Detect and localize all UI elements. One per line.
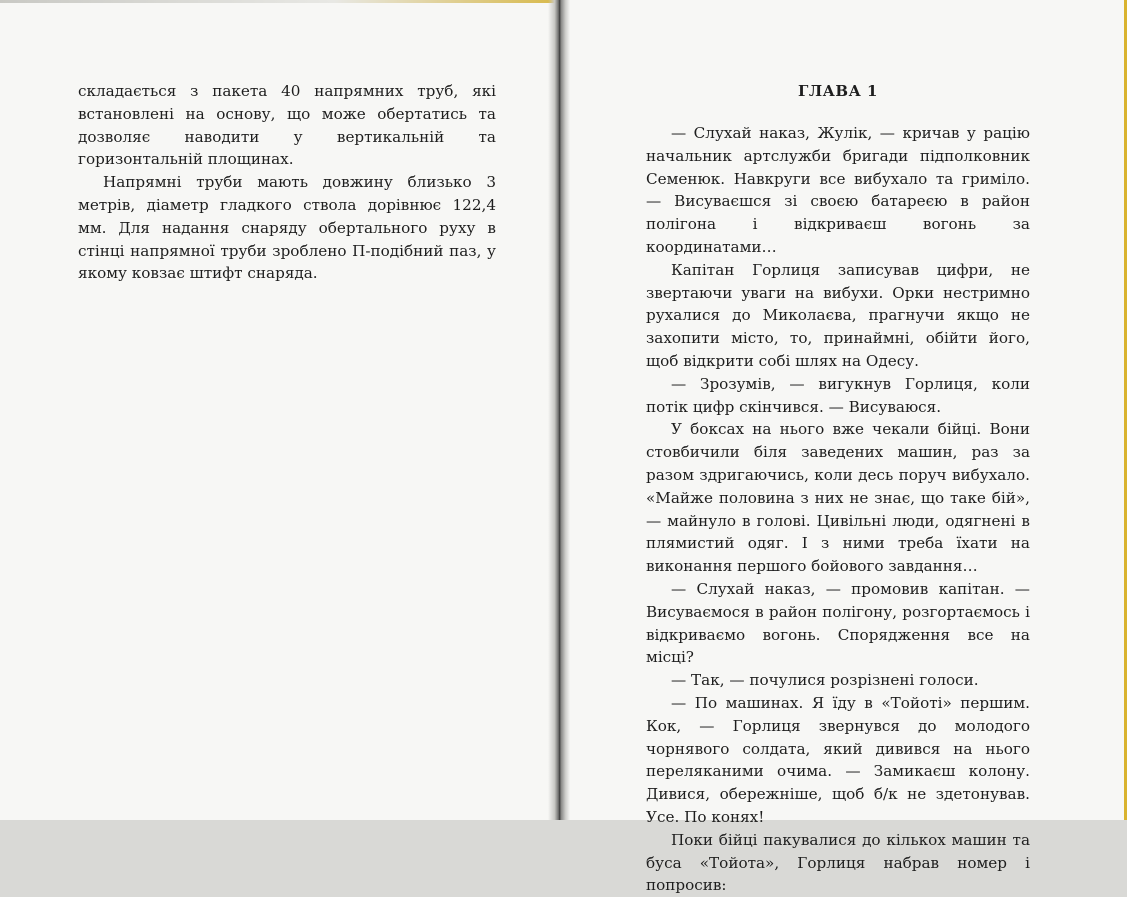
paragraph: — Слухай наказ, — промовив капітан. — Висуваємося в район полігону, розгортаємось і відкриваємо вогонь. Спорядження все на місці? bbox=[646, 579, 1030, 667]
paragraph: Напрямні труби мають довжину близько 3 метрів, діаметр гладкого ствола дорівнює 122,4 мм. Для надання снаряду обертального руху в стінці напрямної труби зроблено П-подібний паз, у якому ковзає штифт снаряда. bbox=[78, 173, 496, 283]
paragraph: — По машинах. Я їду в «Тойоті» першим. Кок, — Горлиця звернувся до молодого чорнявого солдата, який дивився на нього переляканими очима. — Замикаєш колону. Дивися, обережніше, щоб б/к не здетонував. Усе. По конях! bbox=[646, 693, 1030, 826]
paragraph: У боксах на нього вже чекали бійці. Вони стовбичили біля заведених машин, раз за разом здригаючись, коли десь поруч вибухало. «Майже половина з них не знає, що таке бій», — майнуло в голові. Цивільні люди, одягнені в плямистий одяг. І з ними треба їхати на виконання першого бойового завдання… bbox=[646, 420, 1030, 576]
paragraph: — Слухай наказ, Жулік, — кричав у рацію начальник артслужби бригади підполковник Семенюк. Навкруги все вибухало та гриміло. — Висуваєшся зі своєю батареєю в район полігона і відкриваєш вогонь за координатами… bbox=[646, 124, 1030, 256]
left-page-text bbox=[78, 80, 496, 285]
page-edge-top bbox=[0, 0, 557, 3]
paragraph: Капітан Горлиця записував цифри, не звертаючи уваги на вибухи. Орки нестримно рухалися до Миколаєва, прагнучи якщо не захопити місто, то, принаймні, обійти його, щоб відкрити собі шлях на Одесу. bbox=[646, 260, 1030, 370]
right-page-text bbox=[646, 122, 1030, 897]
paragraph: складається з пакета 40 напрямних труб, які встановлені на основу, що може обертатись та дозволяє наводити у вертикальній та горизонтальній площинах. bbox=[78, 82, 496, 169]
book-gutter bbox=[548, 0, 570, 820]
paragraph: — Так, — почулися розрізнені голоси. bbox=[671, 671, 979, 690]
paragraph: Поки бійці пакувалися до кількох машин та буса «Тойота», Горлиця набрав номер і попросив: bbox=[646, 830, 1030, 895]
paragraph: — Зрозумів, — вигукнув Горлиця, коли потік цифр скінчився. — Висуваюся. bbox=[646, 374, 1030, 416]
chapter-title: ГЛАВА 1 bbox=[798, 82, 878, 100]
